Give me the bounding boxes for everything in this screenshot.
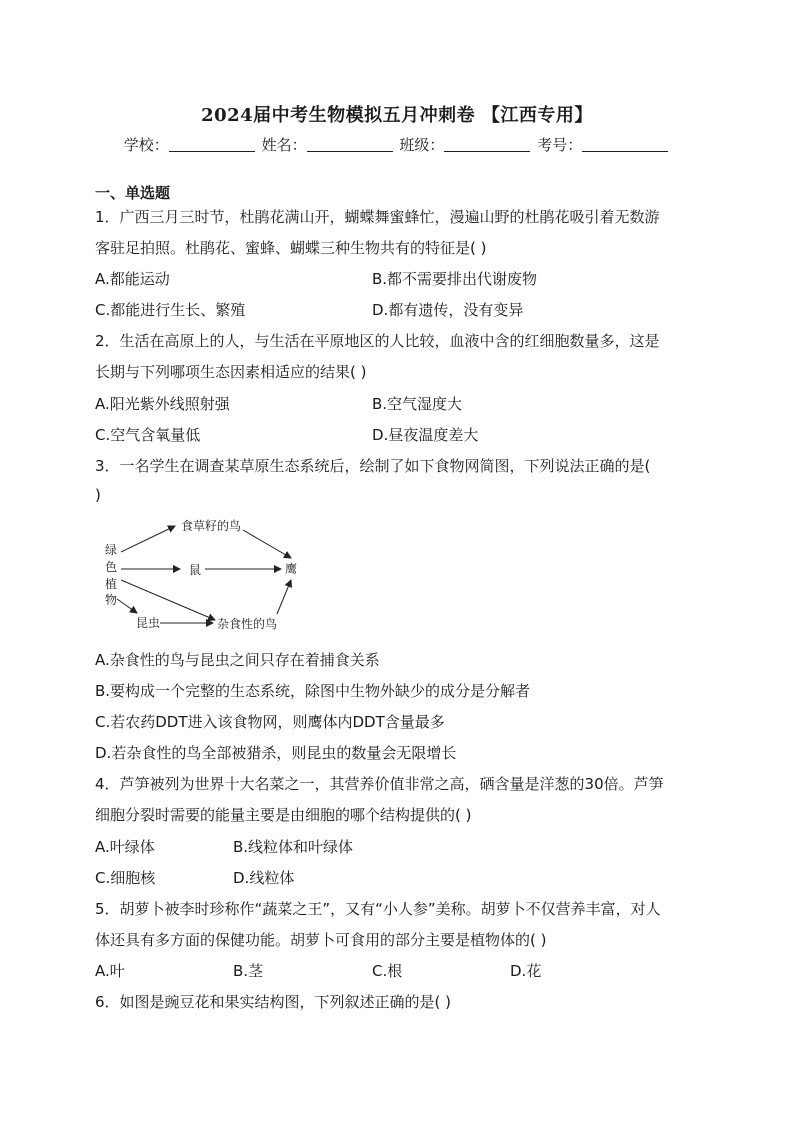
question-3-line-2: ) [95, 486, 101, 504]
question-3-line-1: 3．一名学生在调查某草原生态系统后，绘制了如下食物网简图，下列说法正确的是( [95, 457, 651, 475]
question-5-option-d[interactable]: D.花 [510, 962, 542, 980]
number-label: 考号： [537, 136, 583, 154]
student-info-row [0, 134, 794, 155]
question-4-line-2: 细胞分裂时需要的能量主要是由细胞的哪个结构提供的( ) [95, 806, 472, 824]
hawk-label: 鹰 [285, 562, 298, 576]
insect-label: 昆虫 [136, 616, 161, 630]
producer-char-3: 植 [105, 577, 118, 591]
name-blank[interactable] [307, 137, 393, 152]
question-4-line-1: 4．芦笋被列为世界十大名菜之一，其营养价值非常之高，硒含量是洋葱的30倍。芦笋 [95, 775, 664, 793]
producer-char-4: 物 [105, 593, 118, 607]
school-blank[interactable] [169, 137, 255, 152]
school-label: 学校： [123, 136, 169, 154]
producer-char-2: 色 [105, 560, 118, 574]
question-1-line-2: 客驻足拍照。杜鹃花、蜜蜂、蝴蝶三种生物共有的特征是( ) [95, 239, 487, 257]
question-4-option-b[interactable]: B.线粒体和叶绿体 [233, 838, 354, 856]
arrow-seed-bird-to-hawk [243, 530, 291, 558]
number-blank[interactable] [582, 137, 668, 152]
question-5-option-a[interactable]: A.叶 [95, 962, 125, 980]
question-4-option-c[interactable]: C.细胞核 [95, 869, 156, 887]
arrow-plant-to-seed-bird [121, 526, 175, 552]
question-1-line-1: 1．广西三月三时节，杜鹃花满山开，蝴蝶舞蜜蜂忙，漫遍山野的杜鹃花吸引着无数游 [95, 208, 660, 226]
question-2-line-2: 长期与下列哪项生态因素相适应的结果( ) [95, 363, 367, 381]
question-5-line-1: 5．胡萝卜被李时珍称作“蔬菜之王”，又有“小人参”美称。胡萝卜不仅营养丰富，对人 [95, 900, 661, 918]
question-1-option-b[interactable]: B.都不需要排出代谢废物 [372, 270, 538, 288]
arrow-plant-to-insect [117, 599, 137, 613]
name-label: 姓名： [261, 136, 307, 154]
question-1-option-c[interactable]: C.都能进行生长、繁殖 [95, 301, 246, 319]
question-3-option-b[interactable]: B.要构成一个完整的生态系统，除图中生物外缺少的成分是分解者 [95, 682, 531, 700]
question-5-option-b[interactable]: B.茎 [233, 962, 264, 980]
mouse-label: 鼠 [189, 563, 202, 577]
class-label: 班级： [399, 136, 445, 154]
question-6-line-1: 6．如图是豌豆花和果实结构图，下列叙述正确的是( ) [95, 993, 452, 1011]
producer-char-1: 绿 [105, 543, 118, 557]
question-3-option-c[interactable]: C.若农药DDT进入该食物网，则鹰体内DDT含量最多 [95, 713, 445, 731]
question-2-line-1: 2．生活在高原上的人，与生活在平原地区的人比较，血液中含的红细胞数量多，这是 [95, 332, 660, 350]
question-2-option-d[interactable]: D.昼夜温度差大 [372, 426, 479, 444]
question-5-option-c[interactable]: C.根 [372, 962, 403, 980]
question-1-option-d[interactable]: D.都有遗传，没有变异 [372, 301, 524, 319]
question-2-option-b[interactable]: B.空气湿度大 [372, 395, 463, 413]
section-title: 一、单选题 [95, 184, 171, 202]
question-1-option-a[interactable]: A.都能运动 [95, 270, 170, 288]
page-title: 2024届中考生物模拟五月冲刺卷 【江西专用】 [201, 105, 593, 126]
question-2-option-c[interactable]: C.空气含氧量低 [95, 426, 201, 444]
question-3-option-a[interactable]: A.杂食性的鸟与昆虫之间只存在着捕食关系 [95, 651, 380, 669]
class-blank[interactable] [444, 137, 530, 152]
question-4-option-a[interactable]: A.叶绿体 [95, 838, 155, 856]
question-4-option-d[interactable]: D.线粒体 [233, 869, 295, 887]
question-2-option-a[interactable]: A.阳光紫外线照射强 [95, 395, 230, 413]
arrow-plant-to-omni-bird [121, 580, 215, 620]
arrow-omni-bird-to-hawk [277, 580, 291, 614]
omni-bird-label: 杂食性的鸟 [217, 617, 278, 631]
seed-bird-label: 食草籽的鸟 [181, 519, 242, 533]
question-5-line-2: 体还具有多方面的保健功能。胡萝卜可食用的部分主要是植物体的( ) [95, 931, 547, 949]
question-3-option-d[interactable]: D.若杂食性的鸟全部被猎杀，则昆虫的数量会无限增长 [95, 744, 457, 762]
food-web-diagram [95, 510, 325, 638]
